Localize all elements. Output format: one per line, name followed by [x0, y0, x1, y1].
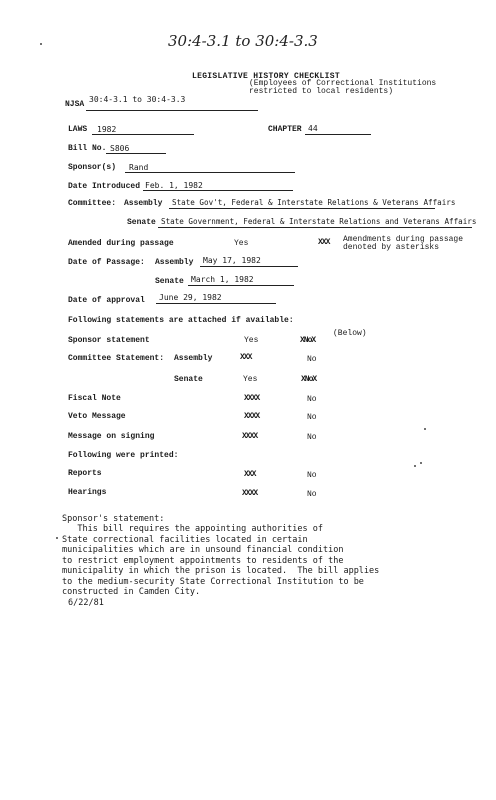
- statement-line: State correctional facilities located in certain: [62, 534, 308, 545]
- statement-line: to the medium-security State Correctional Institution to be: [62, 576, 364, 587]
- bill-no-label: Bill No.: [68, 144, 107, 153]
- reports-label: Reports: [68, 469, 102, 478]
- handwritten-statute-heading: 30:4-3.1 to 30:4-3.3: [168, 32, 318, 50]
- amended-note-line1: Amendments during passage: [343, 235, 464, 244]
- committee-statement-label: Committee Statement:: [68, 354, 165, 363]
- scan-speck: [56, 537, 58, 539]
- njsa-label: NJSA: [65, 100, 85, 109]
- date-introduced-label: Date Introduced: [68, 182, 141, 191]
- passage-senate-underline: [188, 285, 294, 286]
- committee-statement-assembly-yes-struck: XXX: [240, 353, 252, 362]
- committee-senate-label: Senate: [127, 218, 156, 227]
- amended-no-struck: XXX: [318, 238, 330, 247]
- message-signing-no: No: [307, 433, 317, 442]
- hearings-label: Hearings: [68, 488, 107, 497]
- document-subtitle-line1: (Employees of Correctional Institutions: [249, 79, 437, 88]
- committee-senate-underline: [158, 227, 472, 228]
- statement-line: This bill requires the appointing authorities of: [62, 524, 323, 534]
- reports-yes-struck: XXX: [244, 470, 256, 479]
- committee-statement-senate-yes: Yes: [243, 375, 258, 384]
- committee-senate-value: State Government, Federal & Interstate Relations and Veterans Affairs: [161, 217, 477, 226]
- committee-statement-senate-label: Senate: [174, 375, 203, 384]
- passage-senate-value: March 1, 1982: [191, 275, 254, 284]
- sponsor-statement-yes: Yes: [244, 336, 259, 345]
- fiscal-note-label: Fiscal Note: [68, 394, 121, 403]
- hearings-no: No: [307, 490, 317, 499]
- veto-message-label: Veto Message: [68, 412, 126, 421]
- committee-assembly-value: State Gov't, Federal & Interstate Relations & Veterans Affairs: [172, 198, 456, 207]
- committee-statement-assembly-no: No: [307, 355, 317, 364]
- passage-assembly-underline: [200, 266, 298, 267]
- committee-assembly-underline: [169, 208, 435, 209]
- passage-assembly-label: Assembly: [155, 258, 194, 267]
- fiscal-note-yes-struck: XXXX: [244, 394, 260, 403]
- committee-statement-assembly-label: Assembly: [174, 354, 213, 363]
- laws-value: 1982: [97, 125, 117, 134]
- sponsor-statement-note: (Below): [333, 329, 367, 338]
- passage-senate-label: Senate: [155, 277, 184, 286]
- date-of-approval-underline: [156, 303, 276, 304]
- chapter-label: CHAPTER: [268, 125, 302, 134]
- statement-heading: Sponsor's statement:: [62, 514, 165, 524]
- date-introduced-underline: [143, 190, 293, 191]
- statement-date: 6/22/81: [68, 598, 104, 608]
- reports-no: No: [307, 471, 317, 480]
- chapter-value: 44: [308, 124, 318, 133]
- message-signing-label: Message on signing: [68, 432, 155, 441]
- njsa-value: 30:4-3.1 to 30:4-3.3: [89, 95, 186, 104]
- statement-body: [62, 524, 379, 598]
- sponsor-statement-no-struck: XNoX: [300, 336, 316, 345]
- message-signing-yes-struck: XXXX: [242, 432, 258, 441]
- amended-label: Amended during passage: [68, 239, 174, 248]
- bill-no-underline: [106, 153, 166, 154]
- passage-assembly-value: May 17, 1982: [203, 256, 261, 265]
- amended-yes: Yes: [234, 239, 249, 248]
- sponsor-underline: [125, 172, 295, 173]
- committee-statement-senate-no-struck: XNoX: [301, 375, 317, 384]
- laws-label: LAWS: [68, 125, 88, 134]
- statement-line: municipality in which the prison is located. The bill applies: [62, 566, 380, 576]
- date-of-approval-label: Date of approval: [68, 296, 145, 305]
- statement-line: municipalities which are in unsound financial condition: [62, 545, 344, 555]
- committee-assembly-label: Assembly: [124, 199, 163, 208]
- sponsor-value: Rand: [129, 163, 149, 172]
- hearings-yes-struck: XXXX: [242, 489, 258, 498]
- veto-message-yes-struck: XXXX: [244, 412, 260, 421]
- attached-heading: Following statements are attached if available:: [68, 316, 294, 325]
- statement-line: constructed in Camden City.: [62, 587, 201, 597]
- printed-heading: Following were printed:: [68, 451, 179, 460]
- sponsor-statement-label: Sponsor statement: [68, 336, 150, 345]
- committee-label: Committee:: [68, 199, 117, 208]
- laws-underline: [92, 134, 194, 135]
- scan-speck: [424, 428, 426, 430]
- scan-speck: [420, 462, 422, 464]
- date-introduced-value: Feb. 1, 1982: [145, 181, 203, 190]
- scan-speck: [40, 43, 42, 45]
- scan-speck: [414, 465, 416, 467]
- bill-no-value: S806: [110, 144, 130, 153]
- chapter-underline: [305, 134, 371, 135]
- date-of-passage-label: Date of Passage:: [68, 258, 145, 267]
- document-subtitle-line2: restricted to local residents): [249, 87, 394, 96]
- sponsor-label: Sponsor(s): [68, 163, 117, 172]
- fiscal-note-no: No: [307, 395, 317, 404]
- amended-note-line2: denoted by asterisks: [343, 243, 440, 252]
- njsa-underline: [86, 110, 258, 111]
- date-of-approval-value: June 29, 1982: [159, 293, 222, 302]
- document-title: LEGISLATIVE HISTORY CHECKLIST: [192, 72, 340, 81]
- veto-message-no: No: [307, 413, 317, 422]
- statement-line: to restrict employment appointments to residents of the: [62, 555, 344, 566]
